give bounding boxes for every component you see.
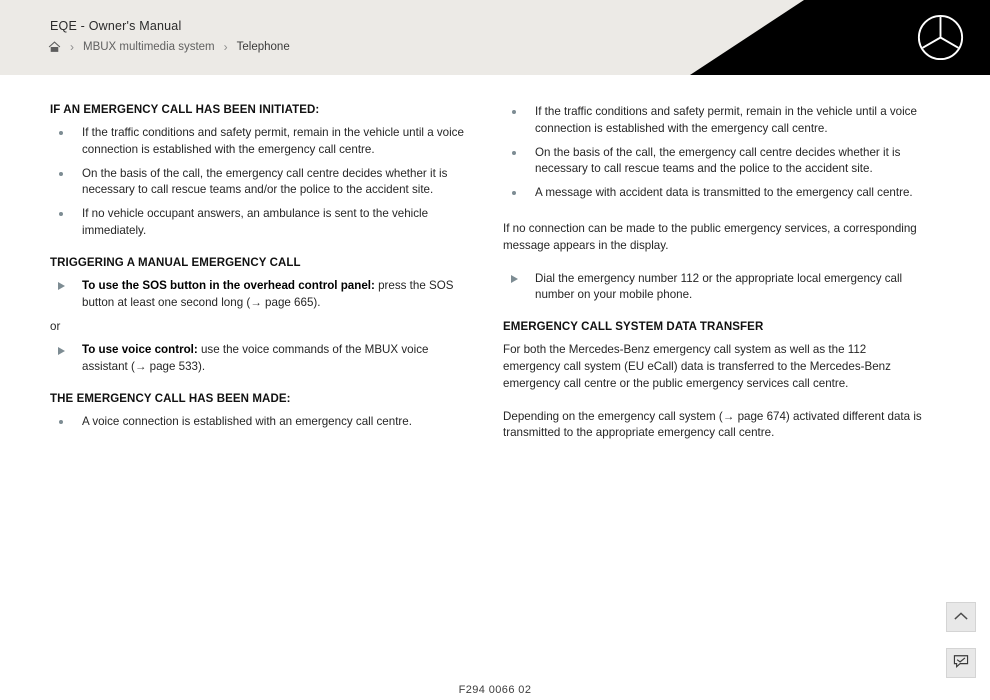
paragraph-no-connection: If no connection can be made to the public emergency services, a corresponding message appears in the display. xyxy=(503,221,917,252)
breadcrumb-separator-2: › xyxy=(223,40,228,54)
list-right-emergency-behaviour xyxy=(503,104,923,202)
heading-emergency-call-made: THE EMERGENCY CALL HAS BEEN MADE: xyxy=(50,392,291,405)
list-item: Dial the emergency number 112 or the appropriate local emergency call number on your mobile phone. xyxy=(503,271,923,305)
chevron-up-icon xyxy=(954,608,968,626)
heading-data-transfer: EMERGENCY CALL SYSTEM DATA TRANSFER xyxy=(503,321,764,334)
step-text-voice-control: use the voice commands of the MBUX voice assistant (→ page 533). xyxy=(82,343,429,374)
list-item: On the basis of the call, the emergency call centre decides whether it is necessary to call rescue teams and the police to the accident site. xyxy=(503,145,923,179)
home-icon[interactable] xyxy=(48,41,61,53)
list-dial-112 xyxy=(503,271,923,305)
feedback-button[interactable] xyxy=(946,648,976,678)
list-emergency-call-initiated xyxy=(50,125,470,240)
list-item: A voice connection is established with an emergency call centre. xyxy=(50,414,470,431)
left-column xyxy=(50,104,470,438)
list-item xyxy=(50,342,470,376)
list-item: A message with accident data is transmitted to the emergency call centre. xyxy=(503,185,923,202)
or-separator: or xyxy=(50,320,61,334)
list-voice-control-step xyxy=(50,342,470,376)
breadcrumb-item-mbux[interactable]: MBUX multimedia system xyxy=(83,41,215,53)
scroll-to-top-button[interactable] xyxy=(946,602,976,632)
list-sos-button-step xyxy=(50,278,470,312)
document-content xyxy=(0,104,990,664)
breadcrumb-separator-1: › xyxy=(70,40,74,54)
breadcrumb xyxy=(48,41,290,53)
step-text-sos-button: press the SOS button at least one second long (→ page 665). xyxy=(82,278,454,309)
paragraph-data-transfer: For both the Mercedes-Benz emergency call system as well as the 112 emergency call system (EU eCall) data is transferred to the Mercedes-Benz emergency call centre or the public emergency services call centre. xyxy=(503,343,891,390)
step-label-voice-control: To use voice control: xyxy=(82,343,198,357)
heading-triggering-manual-emergency-call: TRIGGERING A MANUAL EMERGENCY CALL xyxy=(50,256,301,269)
mercedes-benz-star-logo xyxy=(917,14,964,61)
manual-title: EQE - Owner's Manual xyxy=(50,19,182,33)
heading-emergency-call-initiated: IF AN EMERGENCY CALL HAS BEEN INITIATED: xyxy=(50,104,320,116)
list-item xyxy=(50,278,470,312)
step-label-sos-button: To use the SOS button in the overhead control panel: xyxy=(82,278,375,292)
page-header xyxy=(0,0,990,75)
list-emergency-call-made xyxy=(50,414,470,431)
breadcrumb-item-telephone[interactable]: Telephone xyxy=(236,41,290,53)
right-column xyxy=(503,104,923,451)
list-item: If the traffic conditions and safety permit, remain in the vehicle until a voice connection is established with the emergency call centre. xyxy=(503,104,923,138)
list-item: If no vehicle occupant answers, an ambulance is sent to the vehicle immediately. xyxy=(50,206,470,240)
list-item: If the traffic conditions and safety permit, remain in the vehicle until a voice connection is established with the emergency call centre. xyxy=(50,125,470,159)
list-item: On the basis of the call, the emergency call centre decides whether it is necessary to call rescue teams and/or the police to the accident site. xyxy=(50,166,470,200)
figure-caption: F294 0066 02 xyxy=(458,684,532,696)
feedback-icon xyxy=(953,654,969,673)
paragraph-depending-on-system: Depending on the emergency call system (→ page 674) activated different data is transmitted to the appropriate emergency call centre. xyxy=(503,409,922,440)
